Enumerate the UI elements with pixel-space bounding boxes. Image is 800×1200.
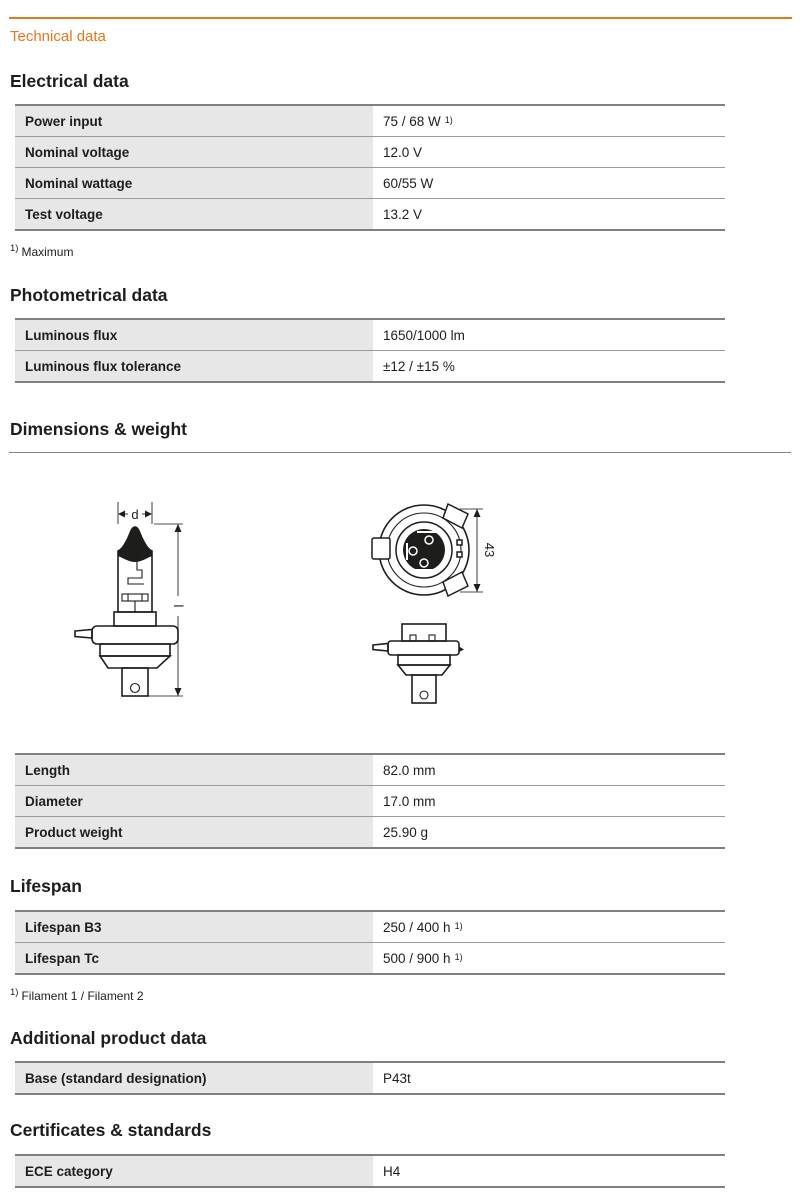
row-label: Product weight xyxy=(15,817,373,847)
diameter-label: d xyxy=(131,507,139,522)
row-value-text: 500 / 900 h xyxy=(383,950,451,966)
row-value-text: ±12 / ±15 % xyxy=(383,358,455,374)
table-row xyxy=(15,816,725,847)
row-label: Luminous flux tolerance xyxy=(15,351,373,381)
footnote xyxy=(10,985,800,1004)
dimensions-data-table xyxy=(15,753,725,849)
section-heading-additional: Additional product data xyxy=(10,1028,207,1048)
footnote xyxy=(10,241,800,260)
page-title[interactable]: Technical data xyxy=(10,28,106,45)
row-value xyxy=(373,199,725,229)
row-label: ECE category xyxy=(15,1156,373,1186)
row-value xyxy=(373,106,725,136)
footnote-marker: 1) xyxy=(454,921,463,931)
row-value-text: 75 / 68 W xyxy=(383,113,441,129)
footnote-text: Maximum xyxy=(21,245,74,259)
row-label: Power input xyxy=(15,106,373,136)
table-row xyxy=(15,1156,725,1186)
row-value-text: 82.0 mm xyxy=(383,762,436,778)
row-label: Luminous flux xyxy=(15,320,373,350)
row-value-text: 1650/1000 lm xyxy=(383,327,465,343)
row-label: Lifespan B3 xyxy=(15,912,373,942)
row-label: Length xyxy=(15,755,373,785)
row-value xyxy=(373,786,725,816)
row-label: Nominal voltage xyxy=(15,137,373,167)
footnote-marker: 1) xyxy=(10,243,19,254)
row-value xyxy=(373,1156,725,1186)
certificates-data-table xyxy=(15,1154,725,1188)
row-value xyxy=(373,755,725,785)
row-label: Diameter xyxy=(15,786,373,816)
row-value xyxy=(373,351,725,381)
electrical-data-table xyxy=(15,104,725,231)
row-value xyxy=(373,943,725,973)
row-value-text: H4 xyxy=(383,1163,401,1179)
row-value xyxy=(373,912,725,942)
table-row xyxy=(15,942,725,973)
dimension-diagrams xyxy=(0,453,800,753)
row-value-text: 60/55 W xyxy=(383,175,434,191)
table-row xyxy=(15,785,725,816)
table-row xyxy=(15,350,725,381)
row-value xyxy=(373,1063,725,1093)
base-top-view-diagram xyxy=(365,499,515,714)
row-label: Nominal wattage xyxy=(15,168,373,198)
section-heading-photometrical: Photometrical data xyxy=(10,285,168,305)
bulb-side-view-diagram xyxy=(70,494,360,724)
row-value-text: 12.0 V xyxy=(383,144,423,160)
row-value-text: 17.0 mm xyxy=(383,793,436,809)
section-heading-certificates: Certificates & standards xyxy=(10,1120,212,1140)
row-value xyxy=(373,168,725,198)
row-label: Test voltage xyxy=(15,199,373,229)
footnote-marker: 1) xyxy=(10,987,19,998)
accent-divider xyxy=(9,17,792,19)
photometrical-data-table xyxy=(15,318,725,383)
table-row xyxy=(15,106,725,136)
section-heading-dimensions: Dimensions & weight xyxy=(10,419,187,439)
row-label: Base (standard designation) xyxy=(15,1063,373,1093)
row-value xyxy=(373,320,725,350)
row-value-text: 250 / 400 h xyxy=(383,919,451,935)
row-label: Lifespan Tc xyxy=(15,943,373,973)
row-value-text: P43t xyxy=(383,1070,411,1086)
additional-data-table xyxy=(15,1061,725,1095)
footnote-text: Filament 1 / Filament 2 xyxy=(21,989,144,1003)
section-heading-electrical: Electrical data xyxy=(10,71,129,91)
section-heading-lifespan: Lifespan xyxy=(10,876,82,896)
table-row xyxy=(15,755,725,785)
row-value xyxy=(373,137,725,167)
table-row xyxy=(15,136,725,167)
table-row xyxy=(15,1063,725,1093)
footnote-marker: 1) xyxy=(454,952,463,962)
row-value-text: 25.90 g xyxy=(383,824,429,840)
table-row xyxy=(15,320,725,350)
row-value-text: 13.2 V xyxy=(383,206,423,222)
length-label: l xyxy=(171,604,186,608)
table-row xyxy=(15,198,725,229)
base-width-label: 43 xyxy=(482,542,497,558)
lifespan-data-table xyxy=(15,910,725,975)
table-row xyxy=(15,167,725,198)
row-value xyxy=(373,817,725,847)
footnote-marker: 1) xyxy=(444,115,453,125)
table-row xyxy=(15,912,725,942)
